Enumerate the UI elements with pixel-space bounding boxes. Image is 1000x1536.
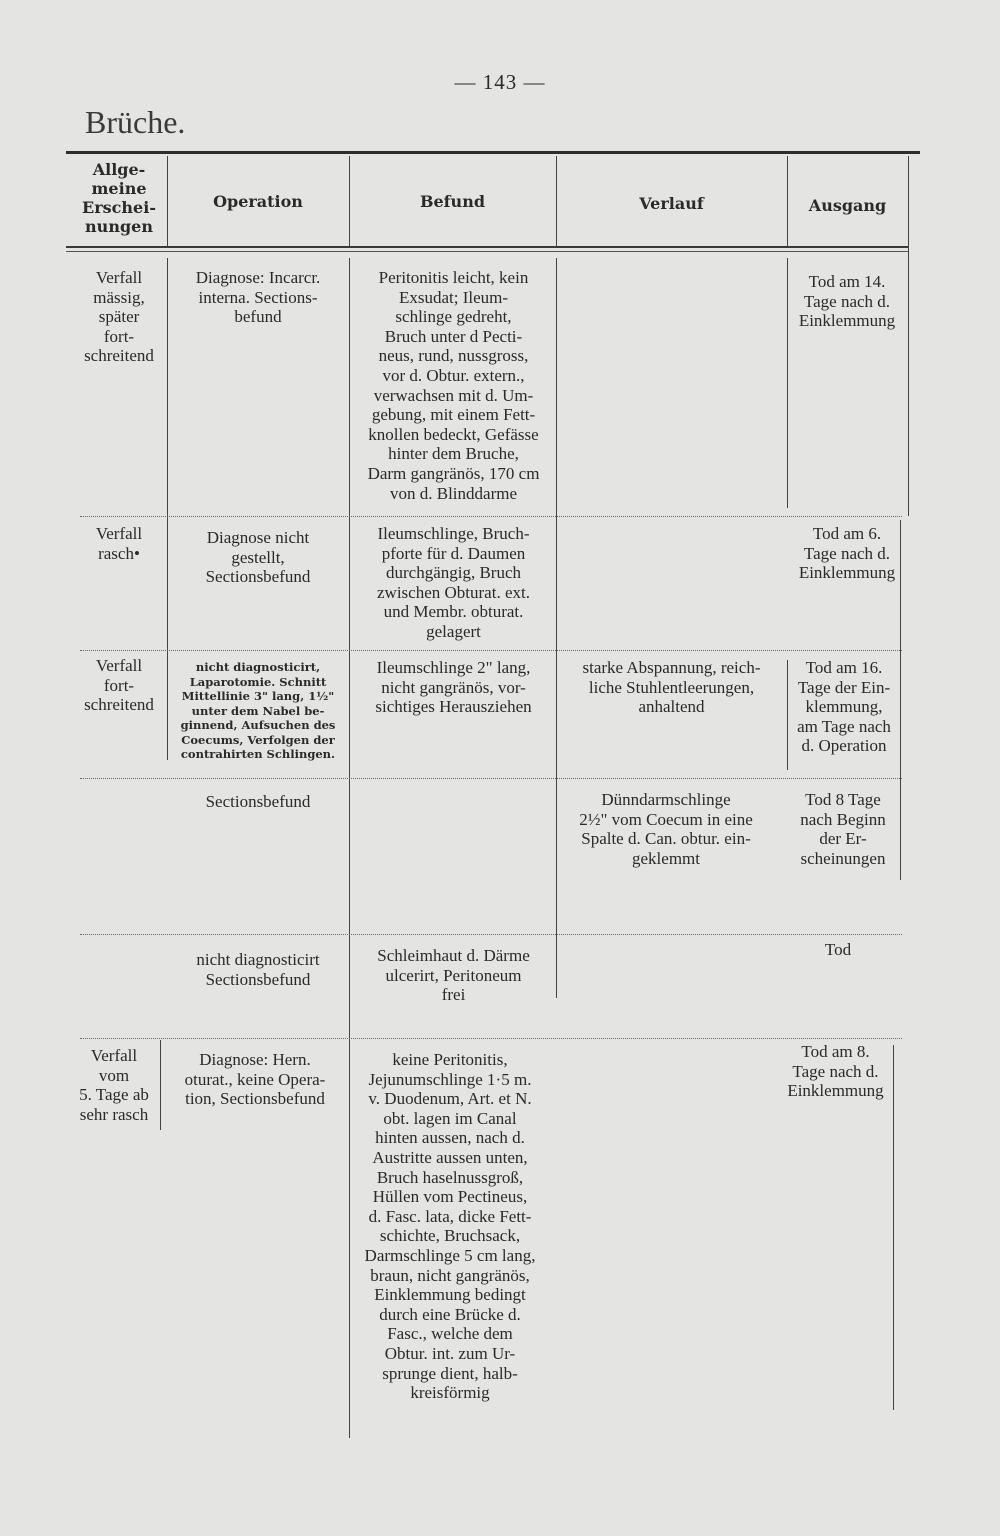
table-cell: Ileumschlinge, Bruch- pforte für d. Daumen durchgängig, Bruch zwischen Obturat. ext. und Membr. obturat. gelagert [377, 524, 530, 641]
header-operation: Operation [213, 192, 303, 211]
header-bottom-rule-thin [66, 251, 908, 252]
row-separator [80, 778, 902, 779]
table-cell: Verfall vom 5. Tage ab sehr rasch [79, 1046, 149, 1124]
column-divider [556, 258, 557, 998]
table-cell: Tod [824, 940, 852, 959]
header-befund: Befund [419, 192, 486, 211]
table-cell: Tod am 8. Tage nach d. Einklemmung [787, 1042, 884, 1101]
table-cell: Diagnose nicht gestellt, Sectionsbefund [205, 528, 311, 587]
table-cell: keine Peritonitis, Jejunumschlinge 1·5 m. v. Duodenum, Art. et N. obt. lagen im Canal hinten aussen, nach d. Austritte aussen unten, Bruch haselnussgroß, Hüllen vom Pectineus, d. Fasc. lata, dicke Fett- schichte, Bruchsack, Darmschlinge 5 cm lang, braun, nicht gangränös, Einklemmung bedingt durch eine Brücke d. Fasc., welche dem Obtur. int. zum Ur- sprunge dient, halb- kreisförmig [364, 1050, 536, 1403]
table-cell: Verfall rasch• [95, 524, 143, 563]
table-cell: Verfall mässig, später fort- schreitend [84, 268, 154, 366]
header-bottom-rule [66, 246, 908, 248]
header-verlauf: Verlauf [639, 194, 704, 213]
table-cell: nicht diagnosticirt Sectionsbefund [196, 950, 320, 989]
table-cell: Tod am 14. Tage nach d. Einklemmung [798, 272, 896, 331]
column-divider [908, 156, 909, 516]
table-cell: Sectionsbefund [205, 792, 311, 811]
header-ausgang: Ausgang [808, 196, 887, 215]
section-title: Brüche. [85, 104, 186, 140]
table-cell: Tod am 6. Tage nach d. Einklemmung [798, 524, 896, 583]
row-separator [80, 934, 902, 935]
row-separator [80, 1038, 902, 1039]
table-cell: Ileumschlinge 2" lang, nicht gangränös, vor- sichtiges Herausziehen [375, 658, 532, 717]
row-separator [80, 516, 902, 517]
table-top-rule [66, 151, 920, 154]
column-divider [893, 1045, 894, 1410]
row-separator [80, 650, 902, 651]
page-number: — 143 — [454, 70, 546, 94]
table-cell: Diagnose: Hern. oturat., keine Opera- tion, Sectionsbefund [184, 1050, 326, 1109]
table-cell: Peritonitis leicht, kein Exsudat; Ileum- schlinge gedreht, Bruch unter d Pecti- neus, rund, nussgross, vor d. Obtur. extern., verwachsen mit d. Um- gebung, mit einem Fett- knollen bedeckt, Gefässe hinter dem Bruche, Darm gangränös, 170 cm von d. Blinddarme [367, 268, 540, 503]
table-cell: starke Abspannung, reich- liche Stuhlentleerungen, anhaltend [582, 658, 761, 717]
table-cell: nicht diagnosticirt, Laparotomie. Schnitt Mittellinie 3" lang, 1½" unter dem Nabel be- ginnend, Aufsuchen des Coecums, Verfolgen der contrahirten Schlingen. [180, 660, 336, 761]
table-cell: Tod 8 Tage nach Beginn der Er- scheinungen [800, 790, 886, 868]
header-erscheinungen: Allge- meine Erschei- nungen [82, 160, 156, 236]
table-cell: Schleimhaut d. Därme ulcerirt, Peritoneum frei [377, 946, 530, 1005]
table-cell: Diagnose: Incarcr. interna. Sections- befund [195, 268, 321, 327]
table-cell: Verfall fort- schreitend [84, 656, 154, 715]
table-cell: Tod am 16. Tage der Ein- klemmung, am Tage nach d. Operation [797, 658, 891, 756]
table-cell: Dünndarmschlinge 2½" vom Coecum in eine Spalte d. Can. obtur. ein- geklemmt [579, 790, 753, 868]
